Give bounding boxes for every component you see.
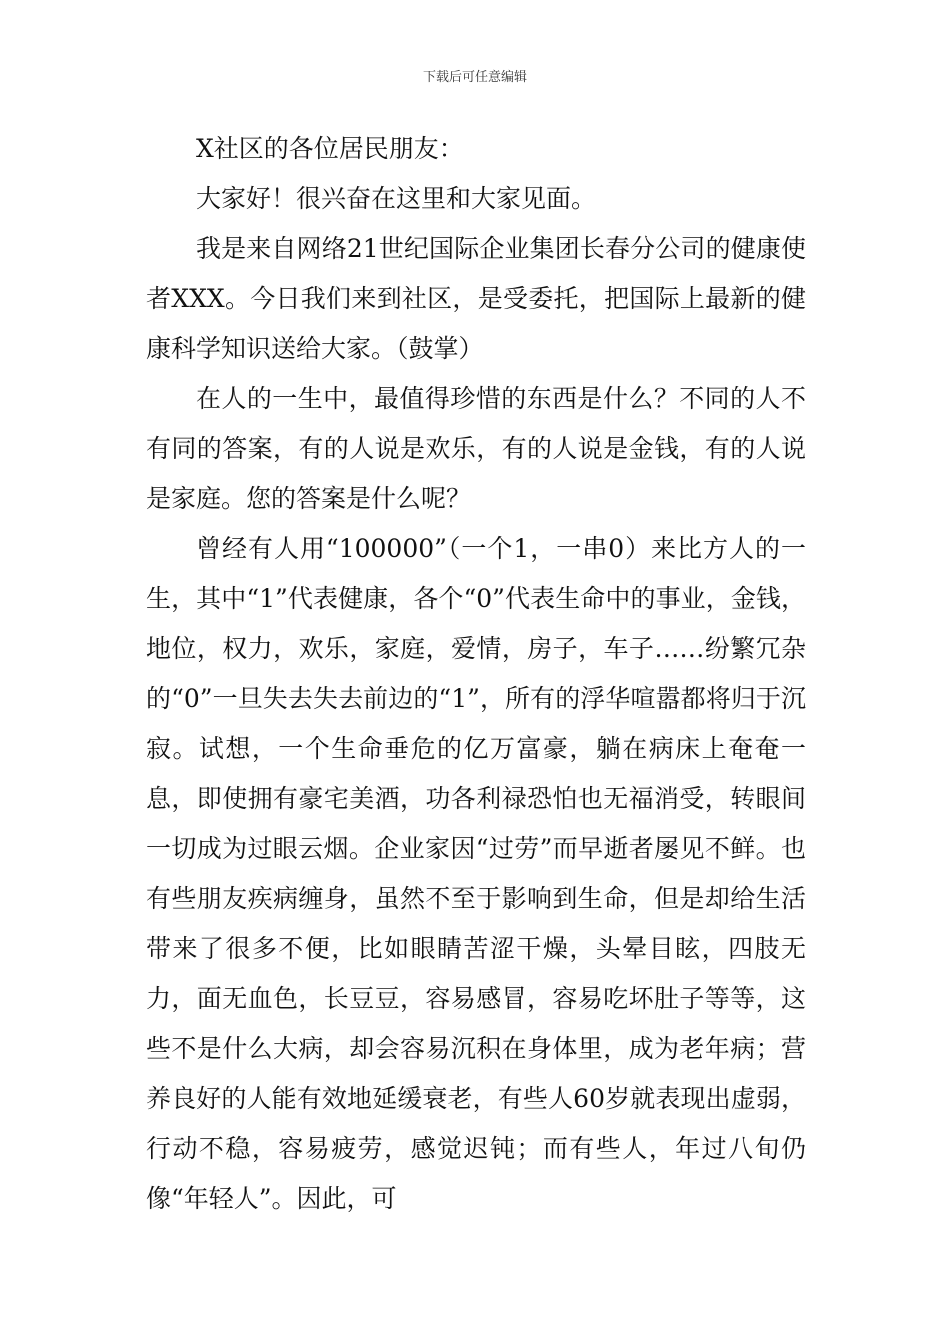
greeting-paragraph: 大家好！很兴奋在这里和大家见面。 (196, 184, 597, 213)
intro-paragraph: 我是来自网络21世纪国际企业集团长春分公司的健康使者XXX。今日我们来到社区，是受委托，把国际上最新的健康科学知识送给大家。（鼓掌） (146, 234, 806, 363)
health-paragraph: 曾经有人用“100000”（一个1，一串0）来比方人的一生，其中“1”代表健康，各个“0”代表生命中的事业，金钱，地位，权力，欢乐，家庭，爱情，房子，车子……纷繁冗杂的“0”一旦失去失去前边的“1”，所有的浮华喧嚣都将归于沉寂。试想，一个生命垂危的亿万富豪，躺在病床上奄奄一息，即使拥有豪宅美酒，功各利禄恐怕也无福消受，转眼间一切成为过眼云烟。企业家因“过劳”而早逝者屡见不鲜。也有些朋友疾病缠身，虽然不至于影响到生命，但是却给生活带来了很多不便，比如眼睛苦涩干燥，头晕目眩，四肢无力，面无血色，长豆豆，容易感冒，容易吃坏肚子等等，这些不是什么大病，却会容易沉积在身体里，成为老年病；营养良好的人能有效地延缓衰老，有些人60岁就表现出虚弱，行动不稳，容易疲劳，感觉迟钝；而有些人，年过八旬仍像“年轻人”。因此，可 (146, 534, 806, 1213)
salutation-paragraph: X社区的各位居民朋友： (196, 134, 464, 163)
document-body (146, 124, 806, 1224)
question-paragraph: 在人的一生中，最值得珍惜的东西是什么？不同的人不有同的答案，有的人说是欢乐，有的人说是金钱，有的人说是家庭。您的答案是什么呢？ (146, 384, 806, 513)
page-header-note: 下载后可任意编辑 (422, 70, 527, 85)
